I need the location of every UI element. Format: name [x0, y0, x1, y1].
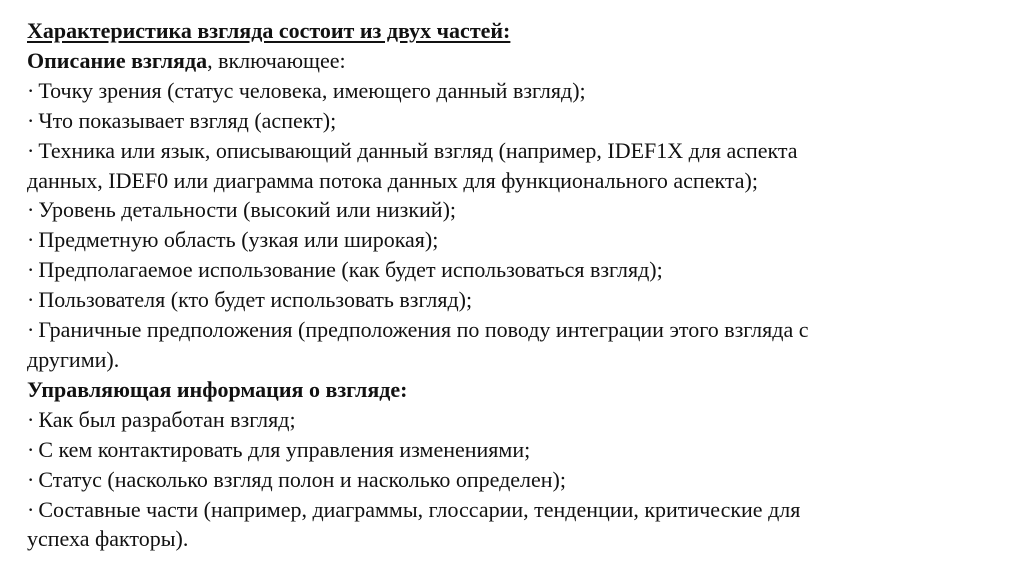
bullet-icon: ·	[27, 257, 35, 283]
list-item-text: Техника или язык, описывающий данный взгляд (например, IDEF1X для аспекта	[38, 137, 798, 163]
list-item	[27, 106, 1017, 136]
list-item-text: Точку зрения (статус человека, имеющего данный взгляд);	[38, 77, 586, 103]
slide-content	[27, 16, 1017, 554]
list-item-text: Статус (насколько взгляд полон и насколько определен);	[38, 466, 566, 492]
list-item	[27, 465, 1017, 495]
bullet-icon: ·	[27, 287, 35, 313]
list-item-text: Граничные предположения (предположения по поводу интеграции этого взгляда с	[38, 317, 809, 343]
list-item	[27, 195, 1017, 225]
list-item-continuation: данных, IDEF0 или диаграмма потока данных для функционального аспекта);	[27, 167, 758, 193]
list-item-continuation: другими).	[27, 346, 120, 372]
bullet-icon: ·	[27, 466, 35, 492]
management-title: Управляющая информация о взгляде:	[27, 376, 408, 402]
list-item-text: Пользователя (кто будет использовать взгляд);	[38, 287, 473, 313]
list-item	[27, 495, 1017, 525]
description-title: Описание взгляда	[27, 47, 208, 73]
bullet-icon: ·	[27, 197, 35, 223]
list-item-text: Предметную область (узкая или широкая);	[38, 227, 439, 253]
bullet-icon: ·	[27, 406, 35, 432]
list-item	[27, 405, 1017, 435]
list-item	[27, 435, 1017, 465]
list-item	[27, 136, 1017, 166]
list-item-text: Как был разработан взгляд;	[38, 406, 296, 432]
description-title-line	[27, 46, 1017, 76]
list-item-continuation: успеха факторы).	[27, 526, 189, 552]
list-item	[27, 255, 1017, 285]
list-item-text: Предполагаемое использование (как будет использоваться взгляд);	[38, 257, 663, 283]
slide-heading: Характеристика взгляда состоит из двух частей:	[27, 18, 511, 43]
bullet-icon: ·	[27, 317, 35, 343]
bullet-icon: ·	[27, 496, 35, 522]
list-item-text: Уровень детальности (высокий или низкий);	[38, 197, 457, 223]
list-item-text: Что показывает взгляд (аспект);	[38, 107, 337, 133]
list-item	[27, 315, 1017, 345]
bullet-icon: ·	[27, 137, 35, 163]
bullet-icon: ·	[27, 77, 35, 103]
list-item	[27, 76, 1017, 106]
bullet-icon: ·	[27, 436, 35, 462]
description-title-suffix: , включающее:	[207, 47, 346, 73]
list-item	[27, 225, 1017, 255]
list-item-text: С кем контактировать для управления изменениями;	[38, 436, 531, 462]
bullet-icon: ·	[27, 227, 35, 253]
bullet-icon: ·	[27, 107, 35, 133]
list-item	[27, 285, 1017, 315]
list-item-text: Составные части (например, диаграммы, глоссарии, тенденции, критические для	[38, 496, 801, 522]
